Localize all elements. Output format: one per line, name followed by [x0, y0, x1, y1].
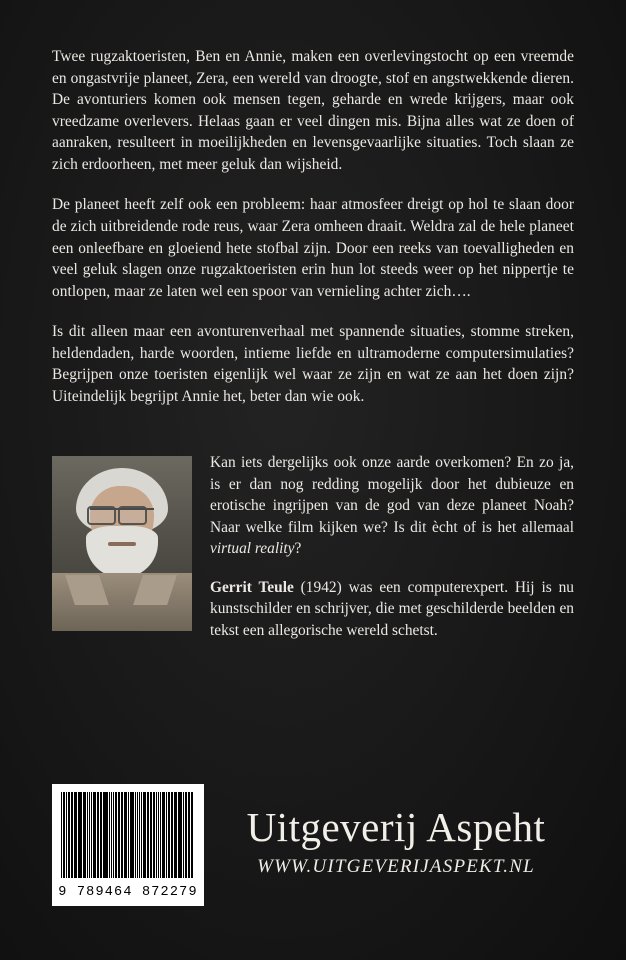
author-question-italic: virtual reality: [210, 540, 295, 558]
isbn-barcode: [52, 784, 204, 906]
cover-footer: [52, 784, 586, 914]
blurb-paragraph-2: De planeet heeft zelf ook een probleem: haar atmosfeer dreigt op hol te slaan door de zich uitbreidende rode reus, waar Zera omheen draait. Weldra zal de hele planeet een onleefbare en gloeiend hete stofbal zijn. Door een reeks van toevalligheden en veel geluk slagen onze rugzaktoeristen erin hun lot steeds weer op het nippertje te ontlopen, maar ze laten wel een spoor van vernieling achter zich….: [52, 196, 574, 300]
blurb-paragraph-3: Is dit alleen maar een avonturenverhaal met spannende situaties, stomme streken, heldendaden, harde woorden, intieme liefde en ultramoderne computersimulaties? Begrijpen onze toeristen eigenlijk wel waar ze zijn en wat ze aan het doen zijn? Uiteindelijk begrijpt Annie het, beter dan wie ook.: [52, 323, 574, 405]
publisher-block: [206, 806, 586, 878]
author-bio-text: (1942) was een computerexpert. Hij is nu kunstschilder en schrijver, die met geschilderde beelden en tekst een allegorische wereld schetst.: [210, 578, 574, 639]
publisher-url: WWW.UITGEVERIJASPEKT.NL: [257, 856, 535, 878]
isbn-number: 9 789464 872279: [58, 885, 198, 900]
blurb-paragraph-1: Twee rugzaktoeristen, Ben en Annie, maken een overlevingstocht op een vreemde en ongastvrije planeet, Zera, een wereld van droogte, stof en angstwekkende dieren. De avonturiers komen ook mensen tegen, geharde en wrede krijgers, maar ook vreedzame overlevers. Helaas gaan er veel dingen mis. Bijna alles wat ze doen of aanraken, resulteert in moeilijkheden en levensgevaarlijke situaties. Toch slaan ze zich erdoorheen, met meer geluk dan wijsheid.: [52, 48, 574, 173]
author-question-end: ?: [294, 540, 302, 558]
author-portrait-photo: [52, 456, 192, 631]
author-question-start: Kan iets dergelijks ook onze aarde overkomen? En zo ja, is er dan nog redding mogelijk door het dubieuze en erotische ingrijpen van de god van deze planeet Noah? Naar welke film kijken we? Is dit ècht of is het allemaal: [210, 454, 574, 536]
author-name: Gerrit Teule: [210, 578, 294, 596]
author-section: [52, 452, 574, 642]
blurb-text-block: [52, 46, 574, 407]
publisher-name: Uitgeverij Aspeht: [246, 804, 546, 850]
barcode-bars: [61, 792, 195, 878]
